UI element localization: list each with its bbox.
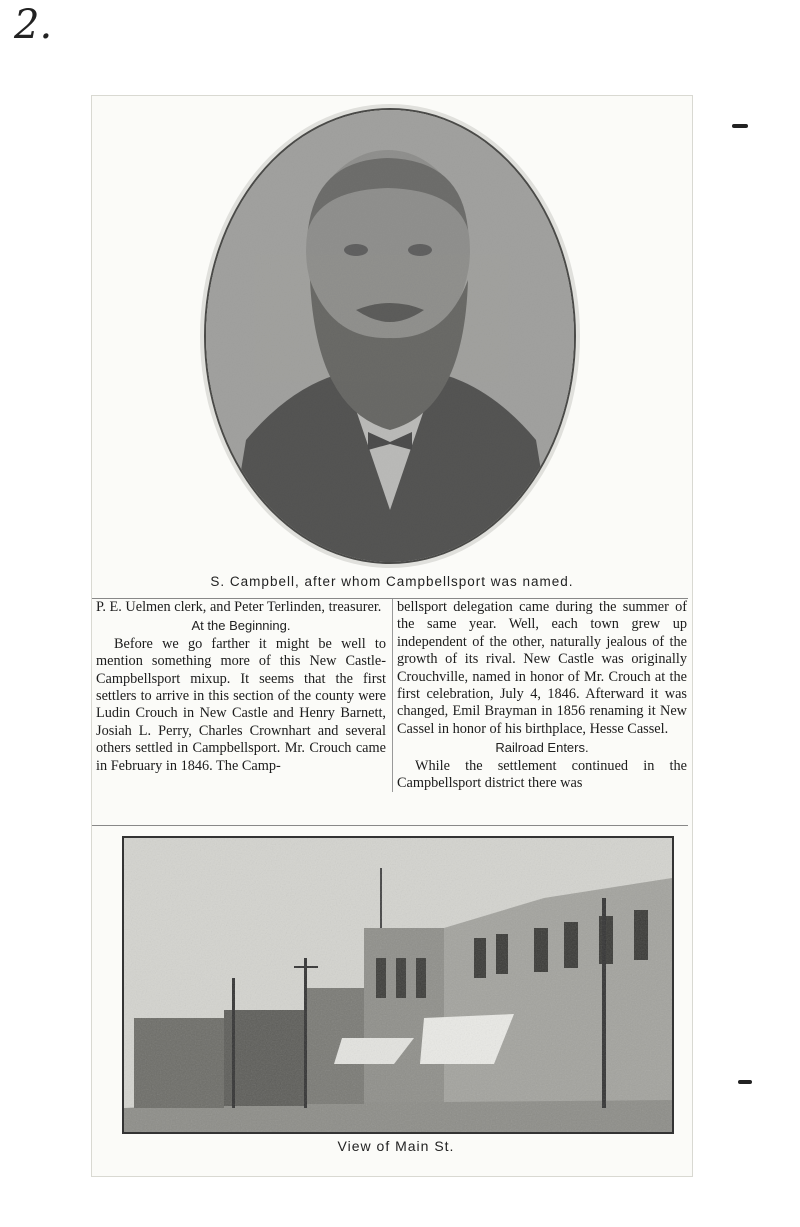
- portrait-photo-image: [206, 110, 574, 562]
- portrait-photo: [206, 110, 574, 562]
- portrait-caption: S. Campbell, after whom Campbellsport was named.: [210, 574, 574, 589]
- main-street-photo-image: [124, 838, 672, 1132]
- article-columns: [92, 598, 688, 826]
- article-paragraph: bellsport delegation came during the summer of the same year. Well, each town grew up independent of the other, naturally jealous of the growth of its rival. New Castle was originally Crouchville, named in honor of Mr. Crouch at the first celebration, July 4, 1846. Afterward it was changed, Emil Brayman in 1856 renaming it New Cassel in honor of his birthplace, Hesse Cassel.: [397, 599, 687, 737]
- margin-mark: [732, 124, 748, 128]
- subhead-railroad-enters: Railroad Enters.: [495, 740, 589, 756]
- article-opening: P. E. Uelmen clerk, and Peter Terlinden, treasurer.: [96, 599, 382, 615]
- margin-mark: [738, 1080, 752, 1084]
- article-paragraph: Before we go farther it might be well to mention something more of this New Castle-Campbellsport mixup. It seems that the first settlers to arrive in this section of the county were Ludin Crouch in New Castle and Henry Barnett, Josiah L. Perry, Charles Crownhart and several others settled in Campbellsport. Mr. Crouch came in February in 1846. The Camp-: [96, 635, 386, 774]
- page-number: 2.: [14, 2, 53, 48]
- main-street-photo: [122, 836, 674, 1134]
- article-paragraph: While the settlement continued in the Campbellsport district there was: [397, 757, 687, 792]
- article-right-column: [392, 599, 687, 792]
- photo-caption: View of Main St.: [337, 1138, 455, 1154]
- article-left-column: [96, 599, 386, 775]
- subhead-at-the-beginning: At the Beginning.: [191, 618, 291, 634]
